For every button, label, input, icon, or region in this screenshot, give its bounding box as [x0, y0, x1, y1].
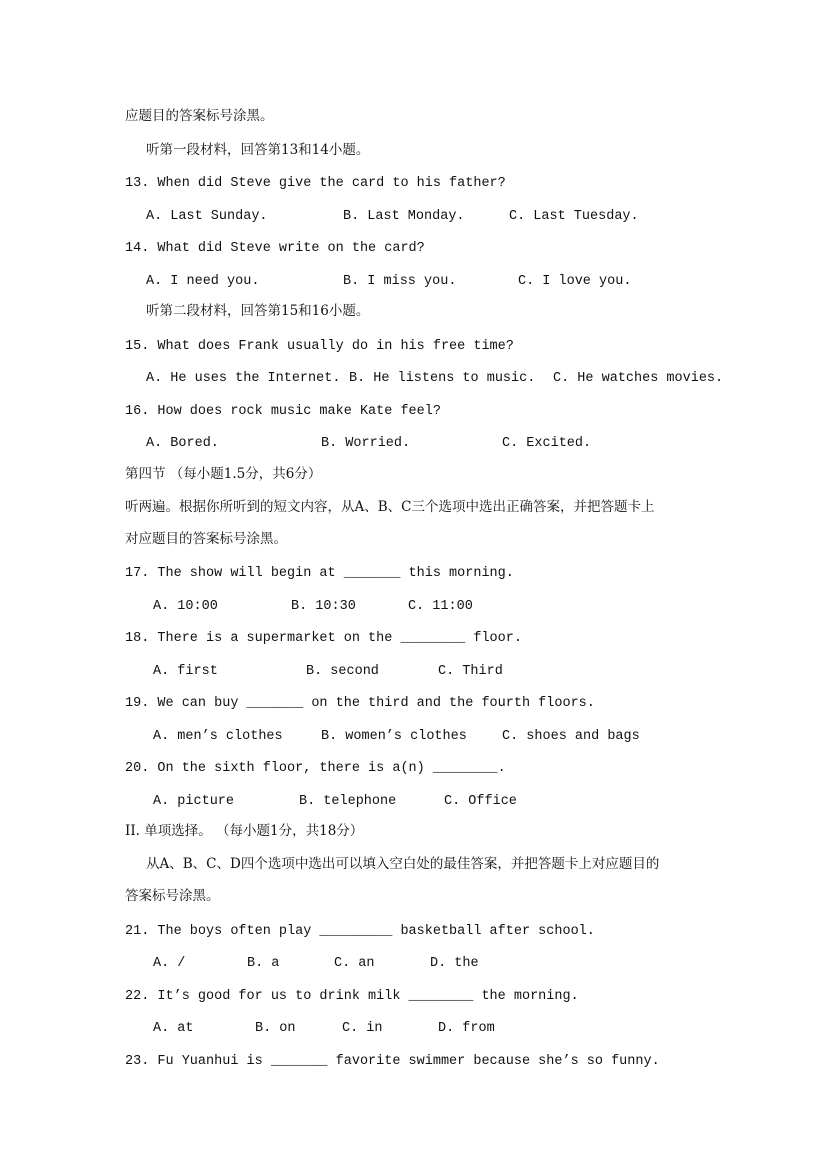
question-17-option-b: B. 10:30: [291, 599, 356, 614]
question-19-option-c: C. shoes and bags: [502, 729, 640, 744]
question-14-option-a: A. I need you.: [146, 274, 260, 289]
question-20-option-b: B. telephone: [299, 794, 397, 809]
question-13-stem: 13. When did Steve give the card to his father?: [125, 176, 506, 191]
question-22-option-a: A. at: [153, 1021, 194, 1036]
question-16-option-b: B. Worried.: [321, 436, 411, 451]
question-21-option-c: C. an: [334, 956, 375, 971]
question-17-stem: 17. The show will begin at _______ this morning.: [125, 566, 514, 581]
question-17-option-c: C. 11:00: [408, 599, 473, 614]
question-18-stem: 18. There is a supermarket on the ________ floor.: [125, 631, 522, 646]
intro-tail: 应题目的答案标号涂黑。: [125, 108, 274, 124]
question-22-option-d: D. from: [438, 1021, 495, 1036]
question-18-option-c: C. Third: [438, 664, 503, 679]
question-20-stem: 20. On the sixth floor, there is a(n) ________.: [125, 761, 506, 776]
question-16-option-a: A. Bored.: [146, 436, 219, 451]
question-15-option-b: B. He listens to music.: [349, 371, 536, 386]
part-2-instruction-line-1: 从A、B、C、D四个选项中选出可以填入空白处的最佳答案，并把答题卡上对应题目的: [146, 856, 660, 872]
passage-2-instruction: 听第二段材料，回答第15和16小题。: [146, 303, 370, 319]
section-4-instruction-line-2: 对应题目的答案标号涂黑。: [125, 531, 287, 547]
question-14-option-c: C. I love you.: [518, 274, 632, 289]
part-2-instruction-line-2: 答案标号涂黑。: [125, 888, 220, 904]
question-18-option-b: B. second: [306, 664, 379, 679]
question-21-option-b: B. a: [247, 956, 280, 971]
section-4-title: 第四节 （每小题1.5分，共6分）: [125, 466, 322, 482]
question-21-option-d: D. the: [430, 956, 479, 971]
part-2-title: II. 单项选择。 （每小题1分，共18分）: [125, 823, 364, 839]
section-4-instruction-line-1: 听两遍。根据你所听到的短文内容，从A、B、C三个选项中选出正确答案，并把答题卡上: [125, 499, 655, 515]
question-17-option-a: A. 10:00: [153, 599, 218, 614]
question-16-option-c: C. Excited.: [502, 436, 592, 451]
question-16-stem: 16. How does rock music make Kate feel?: [125, 404, 441, 419]
question-22-stem: 22. It’s good for us to drink milk ________ the morning.: [125, 989, 579, 1004]
question-23-stem: 23. Fu Yuanhui is _______ favorite swimmer because she’s so funny.: [125, 1054, 660, 1069]
question-13-option-a: A. Last Sunday.: [146, 209, 268, 224]
question-22-option-b: B. on: [255, 1021, 296, 1036]
question-22-option-c: C. in: [342, 1021, 383, 1036]
question-15-option-a: A. He uses the Internet.: [146, 371, 341, 386]
question-19-option-b: B. women’s clothes: [321, 729, 467, 744]
question-18-option-a: A. first: [153, 664, 218, 679]
question-20-option-a: A. picture: [153, 794, 235, 809]
question-20-option-c: C. Office: [444, 794, 517, 809]
question-14-stem: 14. What did Steve write on the card?: [125, 241, 425, 256]
question-15-option-c: C. He watches movies.: [553, 371, 724, 386]
question-21-stem: 21. The boys often play _________ basketball after school.: [125, 924, 595, 939]
question-21-option-a: A. /: [153, 956, 186, 971]
question-15-stem: 15. What does Frank usually do in his free time?: [125, 339, 514, 354]
question-14-option-b: B. I miss you.: [343, 274, 457, 289]
question-19-option-a: A. men’s clothes: [153, 729, 283, 744]
question-13-option-c: C. Last Tuesday.: [509, 209, 639, 224]
question-19-stem: 19. We can buy _______ on the third and the fourth floors.: [125, 696, 595, 711]
question-13-option-b: B. Last Monday.: [343, 209, 465, 224]
passage-1-instruction: 听第一段材料，回答第13和14小题。: [146, 142, 370, 158]
